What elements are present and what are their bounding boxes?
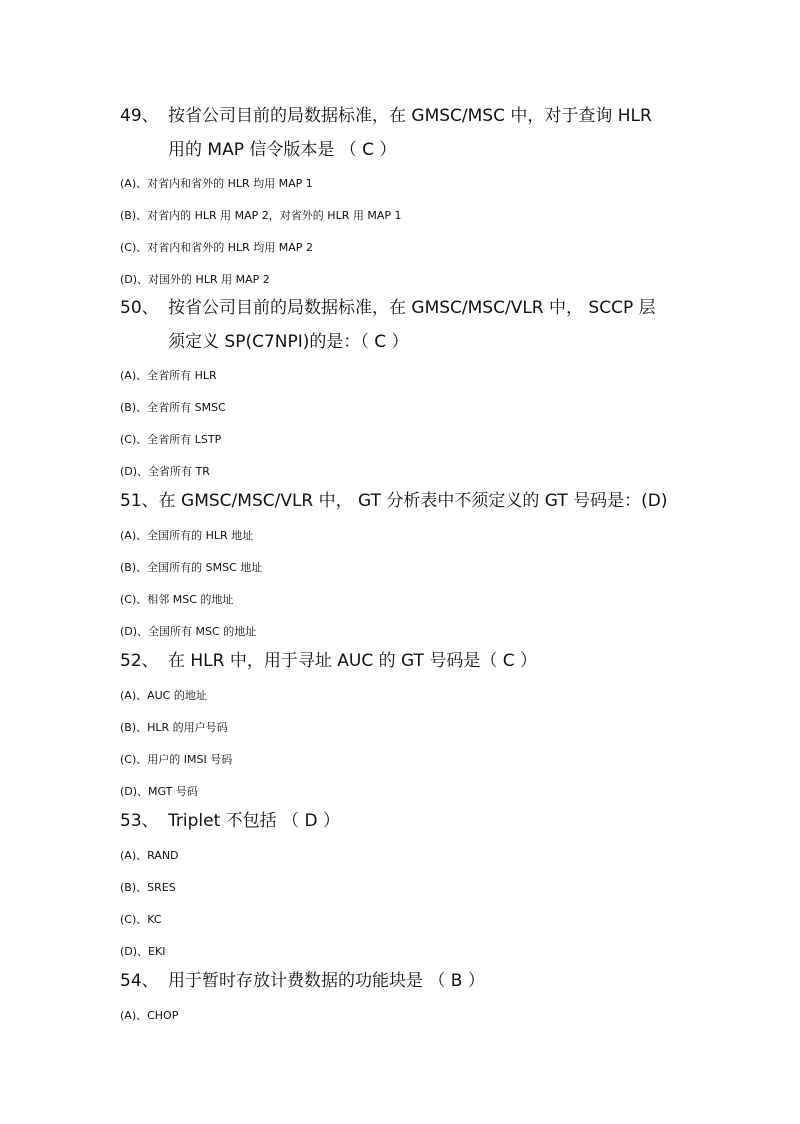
option-b: (B)、全省所有 SMSC xyxy=(120,401,226,414)
option-c: (C)、对省内和省外的 HLR 均用 MAP 2 xyxy=(120,241,313,254)
question-text: 按省公司目前的局数据标准，在 GMSC/MSC/VLR 中， SCCP 层 xyxy=(168,298,656,318)
question-text-continued: 须定义 SP(C7NPI)的是：（ C ） xyxy=(168,332,409,352)
option-c: (C)、KC xyxy=(120,913,162,926)
option-a: (A)、对省内和省外的 HLR 均用 MAP 1 xyxy=(120,177,313,190)
option-c: (C)、用户的 IMSI 号码 xyxy=(120,753,233,766)
option-d: (D)、对国外的 HLR 用 MAP 2 xyxy=(120,273,270,286)
question-54 xyxy=(120,964,680,998)
question-52 xyxy=(120,644,680,678)
option-a: (A)、全国所有的 HLR 地址 xyxy=(120,529,254,542)
question-number: 54、 xyxy=(120,971,159,991)
question-number: 50、 xyxy=(120,298,159,318)
question-text: 在 HLR 中，用于寻址 AUC 的 GT 号码是（ C ） xyxy=(168,651,538,671)
question-text: 在 GMSC/MSC/VLR 中， GT 分析表中不须定义的 GT 号码是：(D) xyxy=(158,491,668,511)
option-c: (C)、全省所有 LSTP xyxy=(120,433,222,446)
question-line xyxy=(120,644,680,678)
question-line xyxy=(120,804,680,838)
option-a: (A)、AUC 的地址 xyxy=(120,689,207,702)
question-51 xyxy=(120,484,680,518)
option-a: (A)、CHOP xyxy=(120,1009,179,1022)
question-number: 49、 xyxy=(120,106,159,126)
option-b: (B)、全国所有的 SMSC 地址 xyxy=(120,561,263,574)
question-49 xyxy=(120,99,680,167)
question-number: 52、 xyxy=(120,651,159,671)
option-b: (B)、对省内的 HLR 用 MAP 2，对省外的 HLR 用 MAP 1 xyxy=(120,209,402,222)
option-a: (A)、全省所有 HLR xyxy=(120,369,217,382)
question-text: 按省公司目前的局数据标准，在 GMSC/MSC 中，对于查询 HLR xyxy=(168,106,652,126)
question-text-continued: 用的 MAP 信令版本是 （ C ） xyxy=(168,140,397,160)
question-53 xyxy=(120,804,680,838)
option-d: (D)、全省所有 TR xyxy=(120,465,210,478)
option-a: (A)、RAND xyxy=(120,849,179,862)
option-d: (D)、EKI xyxy=(120,945,166,958)
question-text: Triplet 不包括 （ D ） xyxy=(168,811,340,831)
option-b: (B)、HLR 的用户号码 xyxy=(120,721,228,734)
option-b: (B)、SRES xyxy=(120,881,176,894)
question-text: 用于暂时存放计费数据的功能块是 （ B ） xyxy=(168,971,485,991)
question-line xyxy=(120,484,680,518)
question-number: 53、 xyxy=(120,811,159,831)
option-d: (D)、MGT 号码 xyxy=(120,785,198,798)
question-number: 51、 xyxy=(120,491,159,511)
option-c: (C)、相邻 MSC 的地址 xyxy=(120,593,234,606)
question-line xyxy=(120,291,680,325)
question-50 xyxy=(120,291,680,359)
option-d: (D)、全国所有 MSC 的地址 xyxy=(120,625,257,638)
question-line xyxy=(120,99,680,133)
question-line xyxy=(120,964,680,998)
